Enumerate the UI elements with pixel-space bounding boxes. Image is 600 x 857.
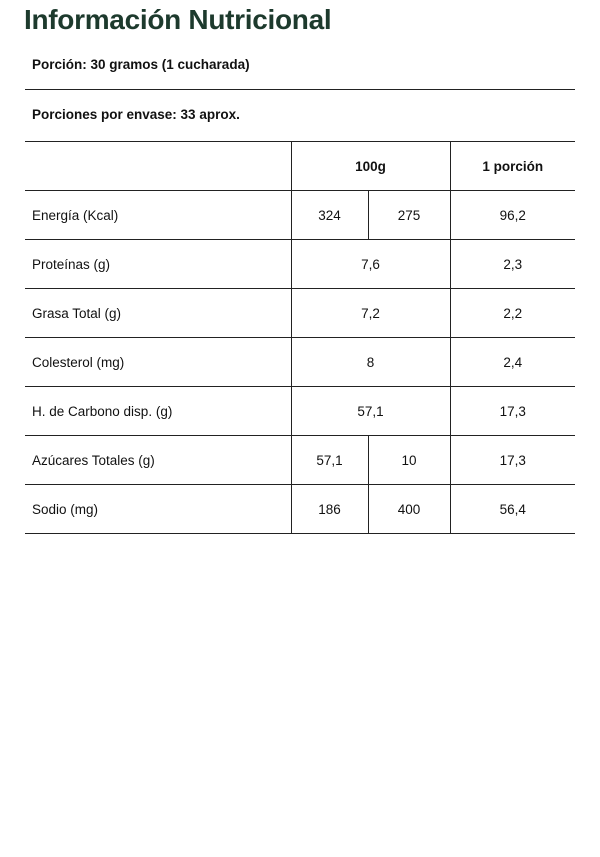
- value-portion: 96,2: [450, 191, 575, 240]
- row-label: Sodio (mg): [25, 485, 291, 534]
- table-row-total-sugars: [25, 436, 575, 485]
- portion-size-text: Porción: 30 gramos (1 cucharada): [32, 57, 250, 72]
- header-empty-cell: [25, 142, 291, 191]
- value-100g: 7,6: [291, 240, 450, 289]
- row-label: Colesterol (mg): [25, 338, 291, 387]
- table-row-total-fat: [25, 289, 575, 338]
- value-100g-a: 186: [291, 485, 368, 534]
- row-label: H. de Carbono disp. (g): [25, 387, 291, 436]
- value-100g-b: 10: [368, 436, 450, 485]
- servings-per-container-text: Porciones por envase: 33 aprox.: [32, 107, 240, 122]
- value-portion: 2,3: [450, 240, 575, 289]
- page-title: Información Nutricional: [24, 4, 332, 35]
- divider-line: [25, 89, 575, 90]
- value-100g: 8: [291, 338, 450, 387]
- table-header-row: [25, 142, 575, 191]
- row-label: Grasa Total (g): [25, 289, 291, 338]
- row-label: Proteínas (g): [25, 240, 291, 289]
- value-100g-a: 324: [291, 191, 368, 240]
- value-portion: 56,4: [450, 485, 575, 534]
- value-100g: 7,2: [291, 289, 450, 338]
- table-row-carbohydrates: [25, 387, 575, 436]
- row-label: Azúcares Totales (g): [25, 436, 291, 485]
- header-100g: 100g: [291, 142, 450, 191]
- nutrition-table: [25, 141, 575, 534]
- value-portion: 17,3: [450, 436, 575, 485]
- table-row-energy: [25, 191, 575, 240]
- value-portion: 2,2: [450, 289, 575, 338]
- value-100g: 57,1: [291, 387, 450, 436]
- value-100g-b: 275: [368, 191, 450, 240]
- header-1-portion: 1 porción: [450, 142, 575, 191]
- value-100g-b: 400: [368, 485, 450, 534]
- row-label: Energía (Kcal): [25, 191, 291, 240]
- value-100g-a: 57,1: [291, 436, 368, 485]
- value-portion: 17,3: [450, 387, 575, 436]
- table-row-sodium: [25, 485, 575, 534]
- table-row-cholesterol: [25, 338, 575, 387]
- table-row-protein: [25, 240, 575, 289]
- value-portion: 2,4: [450, 338, 575, 387]
